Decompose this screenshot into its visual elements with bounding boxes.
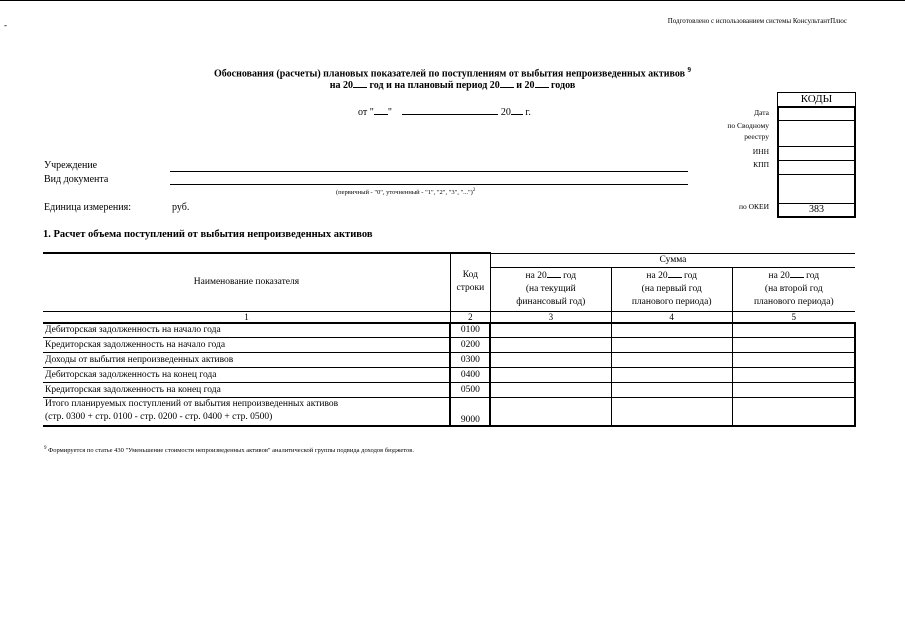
col-num-1: 1 <box>43 311 450 323</box>
doc-type-label: Вид документа <box>44 174 109 185</box>
day-blank[interactable] <box>374 114 388 115</box>
cell-sum-current[interactable] <box>490 323 611 338</box>
label-svod-1: по Сводному <box>727 121 769 130</box>
row-name: Кредиторская задолженность на конец года <box>43 383 450 398</box>
table-row <box>43 383 855 398</box>
codes-box <box>777 92 856 218</box>
institution-label: Учреждение <box>44 160 98 171</box>
code-kpp-cell[interactable] <box>777 161 856 175</box>
consultant-note: Подготовлено с использованием системы КонсультантПлюс <box>667 17 847 25</box>
table-row <box>43 353 855 368</box>
code-svod-cell[interactable] <box>777 121 856 147</box>
cell-sum-first[interactable] <box>611 323 732 338</box>
date-year-blank[interactable] <box>511 114 523 115</box>
col-num-3: 3 <box>490 311 611 323</box>
cell-sum-current[interactable] <box>490 383 611 398</box>
top-border-line <box>0 0 905 1</box>
cell-sum-second[interactable] <box>732 368 855 383</box>
label-date: Дата <box>754 108 769 117</box>
cell-sum-current[interactable] <box>490 338 611 353</box>
code-date-cell[interactable] <box>777 108 856 121</box>
doc-type-field[interactable] <box>170 184 688 185</box>
row-code: 0400 <box>450 368 490 383</box>
col-num-5: 5 <box>732 311 855 323</box>
col-num-4: 4 <box>611 311 732 323</box>
corner-mark: - <box>4 20 7 30</box>
code-inn-cell[interactable] <box>777 147 856 161</box>
total-sum-second[interactable] <box>732 398 855 426</box>
footnote-text: Формируется по статье 430 "Уменьшение стоимости непроизведенных активов" аналитической группы подвида доходов бюджетов. <box>48 447 414 455</box>
label-svod-2: реестру <box>744 132 769 141</box>
code-okei-cell: 383 <box>777 204 856 218</box>
table-row <box>43 338 855 353</box>
row-name: Доходы от выбытия непроизведенных активов <box>43 353 450 368</box>
header-year-second: на 20 год (на второй год планового периода) <box>753 270 834 307</box>
table-row <box>43 368 855 383</box>
form-title-line1: Обоснования (расчеты) плановых показателей по поступлениям от выбытия непроизведенных активов <box>213 68 685 80</box>
row-name: Дебиторская задолженность на начало года <box>43 323 450 338</box>
form-title <box>0 66 905 79</box>
cell-sum-current[interactable] <box>490 353 611 368</box>
total-sum-current[interactable] <box>490 398 611 426</box>
date-line: от " " 20 г. <box>358 107 531 118</box>
row-name: Дебиторская задолженность на конец года <box>43 368 450 383</box>
total-row <box>43 398 855 426</box>
footnote-mark: 9 <box>44 446 47 451</box>
header-sum: Сумма <box>490 253 855 267</box>
label-kpp: КПП <box>753 160 769 169</box>
header-year-first: на 20 год (на первый год планового периода) <box>611 267 732 311</box>
cell-sum-first[interactable] <box>611 383 732 398</box>
label-inn: ИНН <box>752 147 769 156</box>
total-sum-first[interactable] <box>611 398 732 426</box>
cell-sum-current[interactable] <box>490 368 611 383</box>
row-code: 0300 <box>450 353 490 368</box>
form-period: на 20 год и на плановый период 20 и 20 годов <box>329 80 576 91</box>
year-blank-3[interactable] <box>535 87 549 88</box>
header-code: Код строки <box>450 253 490 311</box>
cell-sum-second[interactable] <box>732 323 855 338</box>
row-code: 0100 <box>450 323 490 338</box>
cell-sum-second[interactable] <box>732 383 855 398</box>
cell-sum-first[interactable] <box>611 368 732 383</box>
unit-value: руб. <box>172 202 190 213</box>
receipts-table <box>43 252 856 427</box>
row-name: Кредиторская задолженность на начало года <box>43 338 450 353</box>
year-blank-1[interactable] <box>353 87 367 88</box>
institution-field[interactable] <box>170 171 688 172</box>
footnote-ref: 9 <box>687 66 691 74</box>
label-okei: по ОКЕИ <box>738 202 769 211</box>
section-title: 1. Расчет объема поступлений от выбытия непроизведенных активов <box>43 229 373 240</box>
doc-type-note: (первичный - "0", уточненный - "1", "2", "3", "...")$^2$ <box>336 188 476 197</box>
cell-sum-first[interactable] <box>611 338 732 353</box>
year-blank-2[interactable] <box>500 87 514 88</box>
row-code: 0200 <box>450 338 490 353</box>
col-num-2: 2 <box>450 311 490 323</box>
code-doc-type-cell[interactable] <box>777 175 856 204</box>
header-year-current: на 20 год (на текущий финансовый год) <box>490 267 611 311</box>
cell-sum-second[interactable] <box>732 338 855 353</box>
month-blank[interactable] <box>402 114 498 115</box>
cell-sum-first[interactable] <box>611 353 732 368</box>
codes-header: КОДЫ <box>777 92 856 108</box>
total-name: Итого планируемых поступлений от выбытия непроизведенных активов (стр. 0300 + стр. 0100 - стр. 0200 - стр. 0400 + стр. 0500) <box>43 398 450 426</box>
table-row <box>43 323 855 338</box>
total-code: 9000 <box>450 398 490 426</box>
row-code: 0500 <box>450 383 490 398</box>
footnote <box>44 446 414 454</box>
unit-label: Единица измерения: <box>44 202 131 213</box>
cell-sum-second[interactable] <box>732 353 855 368</box>
header-name: Наименование показателя <box>43 253 450 311</box>
